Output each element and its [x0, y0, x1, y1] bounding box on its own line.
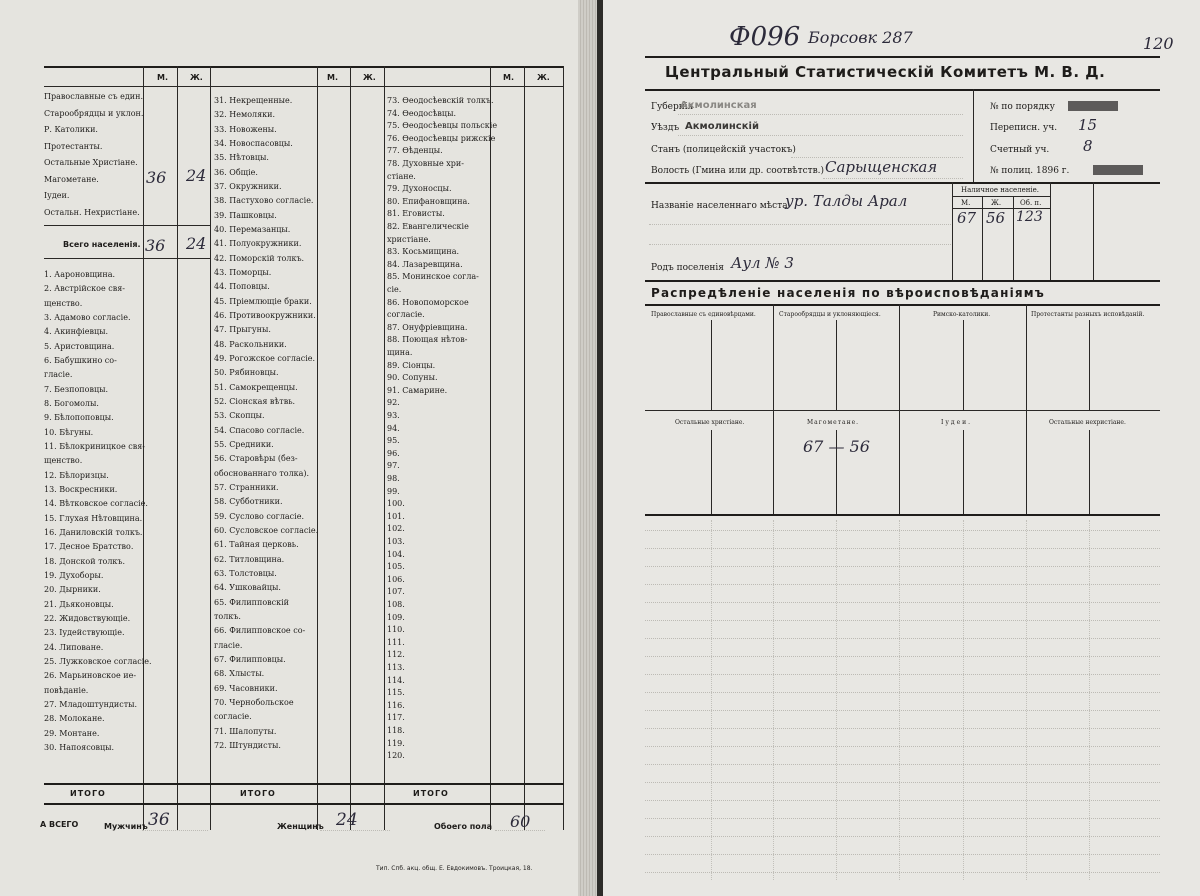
sect-item: 89. Сiонцы. [387, 360, 436, 370]
sect-item: 47. Прыгуны. [214, 325, 271, 335]
sect-item: 68. Хлысты. [214, 669, 265, 679]
religion-label: Р. Католики. [44, 125, 98, 134]
sect-item: согласiе. [214, 712, 252, 722]
perepisn-value: 15 [1078, 116, 1098, 134]
nal-ob-label: Об. п. [1020, 199, 1042, 207]
sect-item: 84. Лазаревщина. [387, 259, 463, 269]
sect-item: 59. Суслово согласiе. [214, 511, 304, 521]
sect-item: гласiе. [44, 370, 73, 380]
sect-item: 61. Тайная церковь. [214, 540, 299, 550]
sect-item: 109. [387, 612, 405, 622]
sect-item: 98. [387, 474, 400, 483]
women-label: Женщинъ [277, 822, 324, 831]
dist-catholics-label: Римско-католики. [933, 311, 991, 318]
sect-item: 117. [387, 713, 405, 723]
sect-item: 52. Сiонская вѣтвь. [214, 396, 296, 406]
header-m: М. [157, 73, 168, 82]
sect-item: 93. [387, 411, 400, 420]
dist-orthodox-label: Православные съ единовѣрцами. [651, 311, 756, 318]
ghost-column [899, 520, 900, 880]
page-edges [578, 0, 597, 896]
sect-item: 74. Өеодосѣвцы. [387, 108, 456, 118]
religion-label: Магометане. [44, 174, 99, 184]
ghost-column [1089, 520, 1090, 880]
sect-item: 87. Онуфрiевщина. [387, 322, 468, 332]
religion-label: Остальн. Нехристiане. [44, 207, 140, 217]
sect-item: 80. Епифановщина. [387, 196, 470, 206]
stan-label: Станъ (полицейскiй участокъ) [651, 145, 796, 155]
sect-item: 17. Десное Братство. [44, 542, 134, 552]
sect-item: 11. Бѣлокриницкое свя- [44, 441, 145, 451]
sect-item: 95. [387, 436, 400, 446]
sect-item: щина. [387, 348, 413, 357]
sect-item: стiане. [387, 171, 416, 181]
ghost-column [836, 520, 837, 880]
sect-item: 108. [387, 600, 405, 609]
sect-item: 88. Поющая нѣтов- [387, 335, 468, 345]
sect-item: 24. Липоване. [44, 642, 104, 652]
rod-value: Аул № 3 [731, 254, 794, 272]
itogo-label-2: ИТОГО [240, 789, 276, 798]
both-sexes-total: 60 [510, 812, 531, 831]
sect-item: 85. Монинское согла- [387, 272, 479, 282]
sect-item: 116. [387, 700, 405, 710]
printer-imprint: Тип. Спб. акц. общ. Е. Евдокимовъ. Троицкая, 18. [376, 865, 533, 872]
sect-item: 92. [387, 398, 400, 408]
vsego-label: А ВСЕГО [40, 820, 79, 829]
sect-item: 57. Странники. [214, 482, 279, 492]
dist-other-christians-label: Остальные христiане. [675, 419, 745, 426]
sect-item: 77. Өѣденцы. [387, 146, 443, 156]
sect-item: 86. Новопоморское [387, 297, 469, 307]
sect-item: 58. Субботники. [214, 497, 283, 507]
sect-item: 96. [387, 448, 400, 458]
dist-protestants-label: Протестанты разныхъ исповѣданiй. [1031, 311, 1145, 318]
ghost-column [773, 520, 774, 880]
sect-item: 55. Средники. [214, 439, 274, 449]
sect-item: 49. Рогожское согласiе. [214, 353, 316, 363]
ghost-rule [645, 674, 1160, 675]
sect-item: 113. [387, 663, 405, 672]
sect-item: 40. Перемазанцы. [214, 224, 291, 234]
sect-item: 120. [387, 751, 405, 761]
sect-item: христiане. [387, 234, 431, 244]
sect-item: толкъ. [214, 611, 241, 621]
sect-item: 7. Безпоповцы. [44, 384, 109, 394]
sect-item: 105. [387, 562, 405, 572]
magometane-value: 67 — 56 [803, 437, 870, 456]
sect-item: 8. Богомолы. [44, 398, 99, 408]
sect-item: 13. Воскресники. [44, 484, 118, 494]
sect-item: 56. Старовѣры (без- [214, 454, 298, 464]
sect-item: 31. Некрещенные. [214, 96, 293, 105]
sect-item: 118. [387, 726, 405, 735]
sect-item: щенство. [44, 298, 83, 308]
sect-item: 82. Евангелическiе [387, 222, 469, 231]
sect-item: 54. Спасово согласiе. [214, 425, 305, 435]
sect-item: 114. [387, 675, 405, 685]
header-m-3: М. [503, 73, 514, 82]
sect-item: 119. [387, 738, 405, 748]
men-label: Мужчинъ [104, 822, 148, 831]
sect-item: 20. Дырники. [44, 585, 101, 595]
both-sexes-label: Обоего пола [434, 822, 493, 831]
sect-item: 15. Глухая Нѣтовщина. [44, 513, 143, 523]
left-page [0, 0, 597, 896]
sect-item: 73. Өеодосѣевскiй толкъ. [387, 96, 494, 105]
sect-item: 34. Новоспасовцы. [214, 138, 293, 148]
page-number: 120 [1143, 34, 1174, 53]
sect-item: 60. Сусловское согласiе. [214, 525, 319, 535]
ghost-rule [645, 656, 1160, 657]
sect-item: 76. Өеодосѣевцы рижскiе [387, 133, 496, 143]
sect-item: 33. Новожены. [214, 124, 277, 134]
sect-item: 30. Напоясовцы. [44, 742, 115, 752]
nal-ob-value: 123 [1016, 209, 1043, 225]
ghost-rule [645, 782, 1160, 783]
sect-item: 18. Донской толкъ. [44, 556, 126, 566]
sect-item: 79. Духоносцы. [387, 184, 452, 194]
sect-item: 12. Бѣлоризцы. [44, 470, 109, 480]
ghost-rule [645, 530, 1160, 531]
distribution-title: Распредѣленiе населенiя по вѣроисповѣданiямъ [651, 286, 1046, 300]
perepisn-label: Переписн. уч. [990, 123, 1058, 133]
redaction-stamp-1 [1068, 101, 1118, 111]
volost-value: Сарыщенская [825, 158, 938, 176]
religion-label: Остальные Христiане. [44, 158, 138, 167]
sect-item: 6. Бабушкино со- [44, 355, 117, 365]
sect-item: 111. [387, 637, 405, 647]
sect-item: 64. Ушковайцы. [214, 583, 281, 593]
sect-item: 36. Общiе. [214, 167, 258, 177]
dist-muslims-label: Магометане. [807, 419, 860, 426]
sect-item: 94. [387, 423, 400, 433]
ghost-rule [645, 818, 1160, 819]
sect-item: 41. Полуокружники. [214, 239, 302, 249]
sect-item: 25. Лужковское согласiе. [44, 656, 152, 666]
ghost-rule [645, 764, 1160, 765]
sect-item: согласiе. [387, 310, 425, 320]
ghost-rule [645, 692, 1160, 693]
schetny-label: Счетный уч. [990, 145, 1050, 155]
sect-item: 78. Духовные хри- [387, 159, 464, 168]
sect-item: 45. Прiемлющiе браки. [214, 296, 312, 306]
header-zh: Ж. [190, 73, 203, 82]
sect-item: 106. [387, 574, 405, 584]
nazvanie-value: ур. Талды Арал [785, 192, 908, 210]
header-zh-3: Ж. [537, 73, 550, 82]
sect-item: 28. Молокане. [44, 714, 105, 724]
nalichnoe-label: Наличное населенiе. [961, 186, 1040, 194]
sect-item: 9. Бѣлопоповцы. [44, 413, 114, 423]
ghost-column [711, 520, 712, 880]
ghost-rule [645, 872, 1160, 873]
total-population-label: Всего населенiя. [63, 240, 141, 249]
sect-item: 14. Вѣтковское согласiе. [44, 499, 148, 509]
total-m-value: 36 [145, 236, 166, 255]
nal-m-value: 67 [957, 209, 977, 227]
archive-note: Борсовк 287 [808, 28, 913, 47]
sect-item: 48. Раскольники. [214, 339, 287, 349]
sect-item: 38. Пастухово согласiе. [214, 196, 314, 206]
sect-item: 42. Поморскiй толкъ. [214, 253, 305, 263]
sect-item: повѣданiе. [44, 685, 89, 695]
sect-item: 21. Дьяконовцы. [44, 599, 114, 609]
sect-item: 101. [387, 511, 405, 521]
uezd-label: Уѣздъ [651, 123, 680, 133]
sect-item: 81. Еговисты. [387, 209, 445, 219]
sect-item: 69. Часовники. [214, 683, 278, 693]
sect-item: 2. Австрiйское свя- [44, 284, 125, 294]
sect-item: 100. [387, 499, 405, 509]
sect-item: 43. Поморцы. [214, 267, 272, 277]
sect-item: 115. [387, 688, 405, 698]
ghost-rule [645, 566, 1160, 567]
ghost-column [963, 520, 964, 880]
sect-item: 51. Самокрещенцы. [214, 382, 298, 392]
rod-label: Родъ поселенiя [651, 263, 724, 273]
sect-item: 4. Акинфiевцы. [44, 327, 109, 337]
sect-item: 97. [387, 461, 400, 471]
sect-item: 29. Монтане. [44, 728, 100, 738]
sect-item: 75. Өеодосѣевцы польскiе [387, 121, 498, 131]
sect-item: 35. Нѣтовцы. [214, 153, 269, 163]
document-title: Центральный Статистическiй Комитетъ М. В. Д. [665, 63, 1106, 81]
nal-m-label: М. [961, 199, 971, 207]
ghost-rule [645, 746, 1160, 747]
sect-item: 63. Толстовцы. [214, 568, 277, 578]
polic-label: № полиц. 1896 г. [990, 166, 1070, 176]
nazvanie-label: Названiе населеннаго мѣста [651, 201, 788, 211]
ghost-rule [645, 800, 1160, 801]
sect-item: 44. Поповцы. [214, 282, 270, 292]
schetny-value: 8 [1083, 137, 1093, 155]
sect-item: 26. Марьиновское ие- [44, 671, 137, 681]
men-total: 36 [148, 810, 170, 830]
sect-item: 67. Филипповцы. [214, 654, 286, 664]
archive-mark: Ф096 [729, 22, 801, 52]
dist-jews-label: Iудеи. [941, 419, 973, 426]
total-zh-value: 24 [186, 234, 207, 253]
sect-item: 83. Косьмищина. [387, 247, 460, 257]
sect-item: 53. Скопцы. [214, 411, 265, 421]
sect-item: 91. Самарине. [387, 385, 448, 395]
ghost-column [1026, 520, 1027, 880]
sect-item: 3. Адамово согласiе. [44, 312, 131, 322]
ghost-rule [645, 602, 1160, 603]
sect-item: обоснованнаго толка). [214, 468, 310, 478]
sect-item: 65. Филипповскiй [214, 597, 290, 607]
ghost-rule [645, 548, 1160, 549]
dist-oldbelievers-label: Старообрядцы и уклоняющiеся. [779, 311, 881, 318]
sect-item: сiе. [387, 285, 402, 294]
sect-item: 90. Сопуны. [387, 373, 438, 383]
header-m-2: М. [327, 73, 338, 82]
dist-non-christians-label: Остальные нехристiане. [1049, 419, 1126, 426]
ghost-rule [645, 854, 1160, 855]
religion-label: Старообрядцы и уклон. [44, 108, 144, 118]
sect-item: 46. Противоокружники. [214, 310, 316, 320]
sect-item: 66. Филипповское со- [214, 626, 306, 636]
sect-item: 16. Даниловскiй толкъ. [44, 527, 143, 537]
sect-item: 71. Шалопуты. [214, 726, 277, 736]
sect-item: 103. [387, 537, 405, 546]
religion-label: Протестанты. [44, 141, 103, 151]
sect-item: 70. Чернобольское [214, 697, 294, 707]
sect-item: 10. Бѣгуны. [44, 427, 94, 437]
gubernia-label: Губернiя [651, 102, 694, 112]
no-poryadku-label: № по порядку [990, 102, 1055, 112]
sect-item: 72. Штундисты. [214, 740, 281, 750]
sect-item: 27. Младоштундисты. [44, 699, 138, 709]
sect-item: 112. [387, 650, 405, 660]
right-page [603, 0, 1200, 896]
ghost-rule [645, 836, 1160, 837]
redaction-stamp-2 [1093, 165, 1143, 175]
ghost-rule [645, 638, 1160, 639]
itogo-label-1: ИТОГО [70, 789, 106, 798]
gubernia-value: Акмолинская [680, 100, 757, 111]
sect-item: 19. Духоборы. [44, 570, 104, 580]
religion-label: Православные съ един. [44, 92, 143, 101]
ghost-rule [645, 620, 1160, 621]
religion-zh-value: 24 [186, 165, 207, 185]
ghost-rule [645, 584, 1160, 585]
sect-item: 37. Окружники. [214, 181, 282, 191]
sect-item: 107. [387, 587, 405, 597]
uezd-value: Акмолинскiй [685, 121, 759, 132]
sect-item: 5. Аристовщина. [44, 341, 115, 351]
sect-item: 99. [387, 486, 400, 496]
itogo-label-3: ИТОГО [413, 789, 449, 798]
sect-item: 110. [387, 625, 405, 635]
nal-zh-label: Ж. [991, 199, 1002, 207]
religion-m-value: 36 [146, 167, 167, 187]
volost-label: Волость (Гмина или др. соотвѣтств.) [651, 166, 825, 176]
sect-item: 1. Аароновщина. [44, 270, 116, 279]
sect-item: 32. Немоляки. [214, 110, 276, 120]
sect-item: гласiе. [214, 640, 243, 650]
sect-item: 39. Пашковцы. [214, 210, 277, 220]
sect-item: 50. Рябиновцы. [214, 368, 279, 378]
header-zh-2: Ж. [363, 73, 376, 82]
women-total: 24 [336, 810, 358, 830]
sect-item: 22. Жидовствующiе. [44, 613, 131, 623]
sect-item: щенство. [44, 456, 83, 466]
sect-item: 102. [387, 524, 405, 534]
religion-label: Iудеи. [44, 191, 70, 200]
nal-zh-value: 56 [986, 209, 1006, 227]
sect-item: 62. Титловщина. [214, 554, 285, 564]
ghost-rule [645, 710, 1160, 711]
ghost-rule [645, 728, 1160, 729]
sect-item: 104. [387, 549, 405, 559]
sect-item: 23. Iудействующiе. [44, 628, 125, 638]
